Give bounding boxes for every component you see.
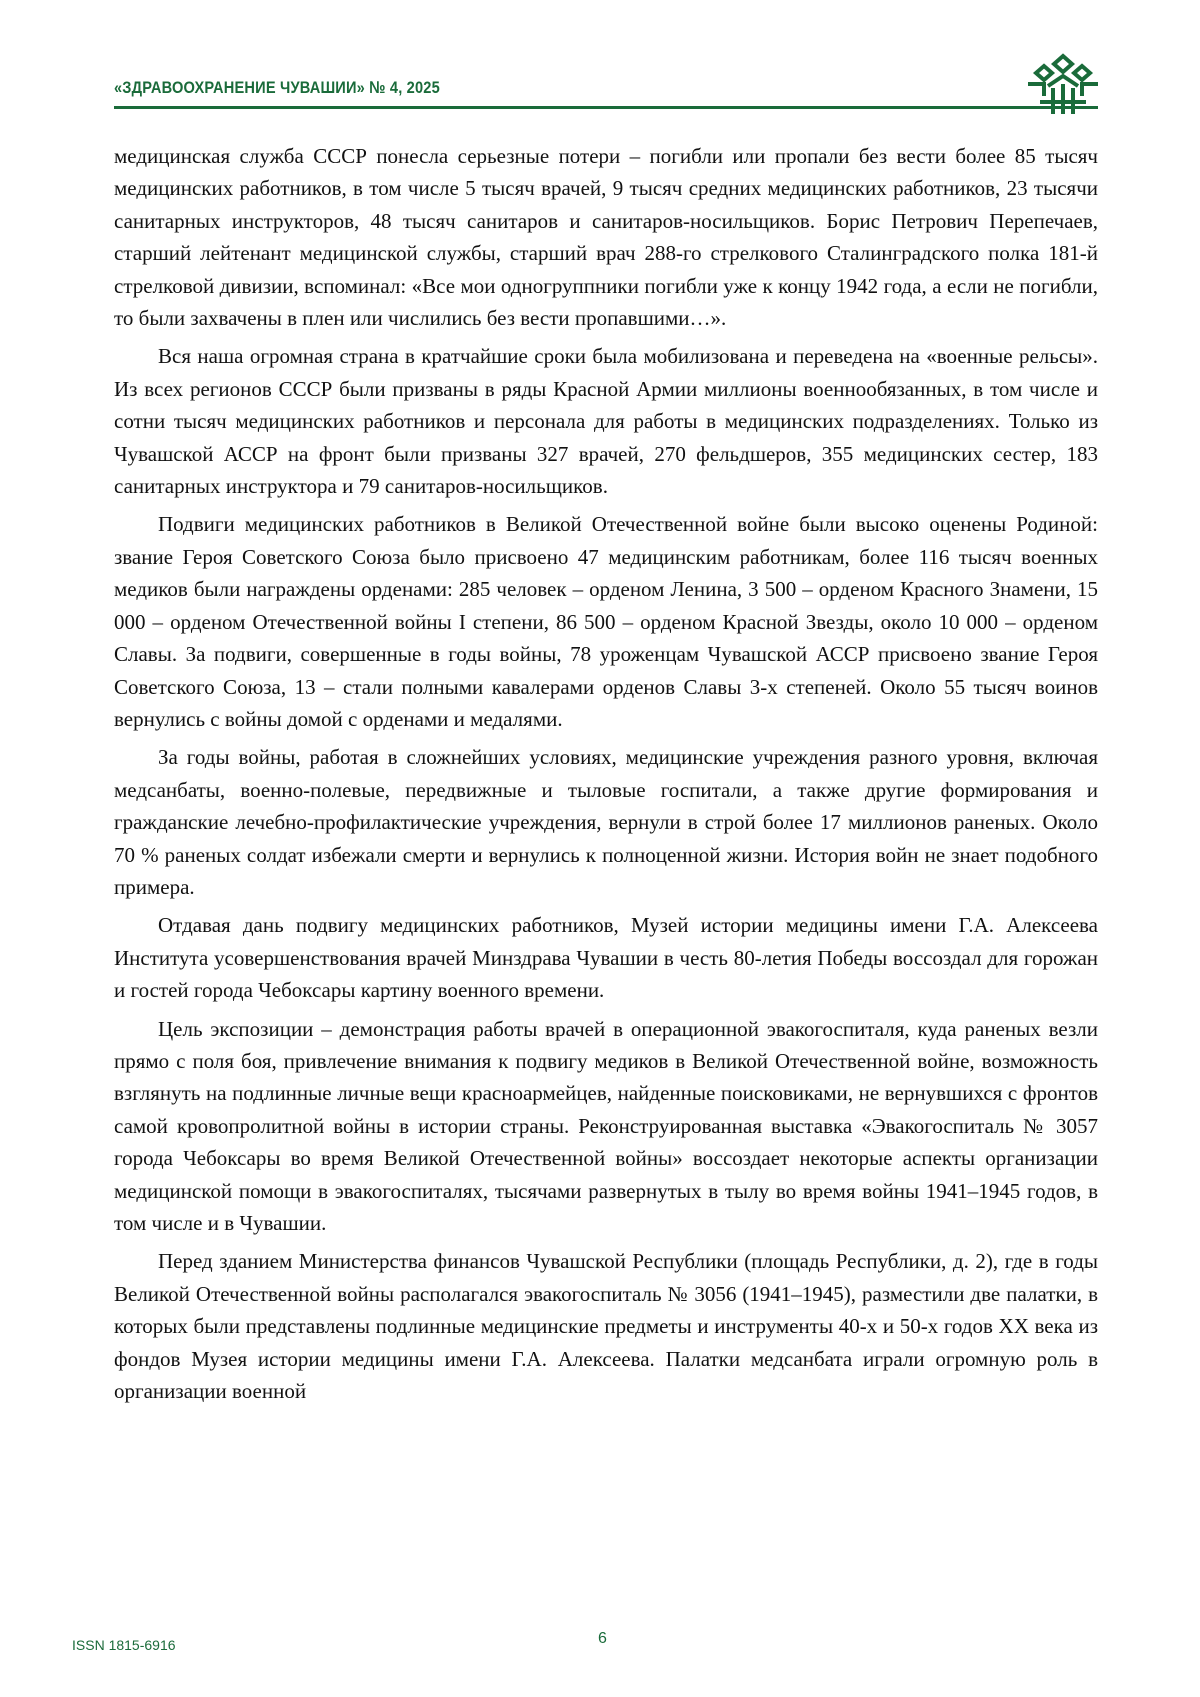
- paragraph: Цель экспозиции – демонстрация работы врачей в операционной эвакогоспиталя, куда раненых везли прямо с поля боя, привлечение внимания к подвигу медиков в Великой Отечественной войне, возможность взглянуть на подлинные личные вещи красноармейцев, найденные поисковиками, не вернувшихся с фронтов самой кровопролитной войны в истории страны. Реконструированная выставка «Эвакогоспиталь № 3057 города Чебоксары во время Великой Отечественной войны» воссоздает некоторые аспекты организации медицинской помощи в эвакогоспиталях, тысячами развернутых в тылу во время войны 1941–1945 годов, в том числе и в Чувашии.: [114, 1016, 1098, 1235]
- paragraph: Отдавая дань подвигу медицинских работников, Музей истории медицины имени Г.А. Алексеева Института усовершенствования врачей Минздрава Чувашии в честь 80-летия Победы воссоздал для горожан и гостей города Чебоксары картину военного времени.: [114, 913, 1098, 1003]
- issn-number: ISSN 1815-6916: [72, 1637, 176, 1653]
- article-body: [114, 140, 1098, 1413]
- page-number: 6: [598, 1630, 607, 1647]
- paragraph: За годы войны, работая в сложнейших условиях, медицинские учреждения разного уровня, включая медсанбаты, военно-полевые, передвижные и тыловые госпитали, а также другие формирования и гражданские лечебно-профилактические учреждения, вернули в строй более 17 миллионов раненых. Около 70 % раненых солдат избежали смерти и вернулись к полноценной жизни. История войн не знает подобного примера.: [114, 745, 1098, 899]
- header-divider: [114, 106, 1098, 109]
- paragraph: Перед зданием Министерства финансов Чувашской Республики (площадь Республики, д. 2), где в годы Великой Отечественной войны располагался эвакогоспиталь № 3056 (1941–1945), разместили две палатки, в которых были представлены подлинные медицинские предметы и инструменты 40-х и 50-х годов XX века из фондов Музея истории медицины имени Г.А. Алексеева. Палатки медсанбата играли огромную роль в организации военной: [114, 1249, 1098, 1404]
- paragraph: Подвиги медицинских работников в Великой Отечественной войне были высоко оценены Родиной: звание Героя Советского Союза было присвоено 47 медицинским работникам, более 116 тысяч военных медиков были награждены орденами: 285 человек – орденом Ленина, 3 500 – орденом Красного Знамени, 15 000 – орденом Отечественной войны I степени, 86 500 – орденом Красной Звезды, около 10 000 – орденом Славы. За подвиги, совершенные в годы войны, 78 уроженцам Чувашской АССР присвоено звание Героя Советского Союза, 13 – стали полными кавалерами орденов Славы 3-х степеней. Около 55 тысяч воинов вернулись с войны домой с орденами и медалями.: [114, 512, 1098, 731]
- paragraph: медицинская служба СССР понесла серьезные потери – погибли или пропали без вести более 85 тысяч медицинских работников, в том числе 5 тысяч врачей, 9 тысяч средних медицинских работников, 23 тысячи санитарных инструкторов, 48 тысяч санитаров и санитаров-носильщиков. Борис Петрович Перепечаев, старший лейтенант медицинской службы, старший врач 288-го стрелкового Сталинградского полка 181-й стрелковой дивизии, вспоминал: «Все мои одногруппники погибли уже к концу 1942 года, а если не погибли, то были захвачены в плен или числились без вести пропавшими…».: [114, 144, 1098, 331]
- journal-title: «ЗДРАВООХРАНЕНИЕ ЧУВАШИИ» № 4, 2025: [114, 78, 440, 97]
- paragraph: Вся наша огромная страна в кратчайшие сроки была мобилизована и переведена на «военные рельсы». Из всех регионов СССР были призваны в ряды Красной Армии миллионы военнообязанных, в том числе и сотни тысяч медицинских работников и персонала для работы в медицинских подразделениях. Только из Чувашской АССР на фронт были призваны 327 врачей, 270 фельдшеров, 355 медицинских сестер, 183 санитарных инструктора и 79 санитаров-носильщиков.: [114, 344, 1098, 499]
